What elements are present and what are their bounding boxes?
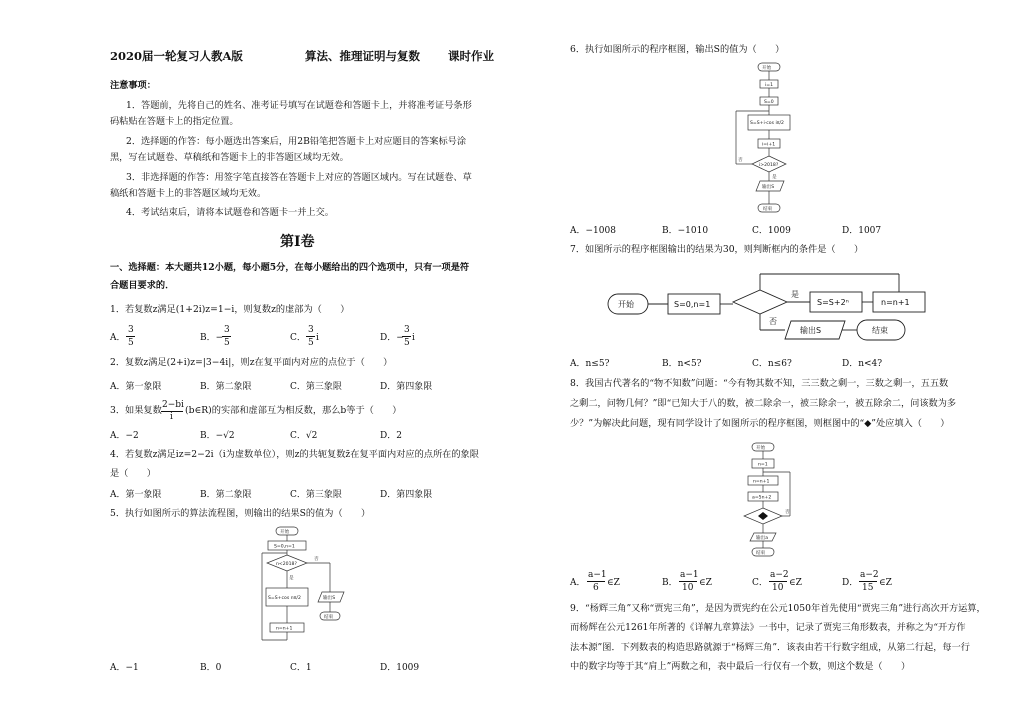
doc-title: 2020届一轮复习人教A版 — [110, 49, 243, 63]
q5-option-a: A．−1 — [110, 663, 139, 673]
q8-end: 结束 — [756, 551, 766, 556]
q5-init: S=0,n=1 — [274, 544, 295, 550]
q6-inc: i=i+1 — [762, 142, 776, 148]
question-2: 2．复数z满足(2+i)z=|3−4i|，则z在复平面内对应的点位于（ ） — [110, 357, 393, 368]
notice-line: 3．非选择题的作答：用签字笔直接答在答题卡上对应的答题区域内。写在试题卷、草 — [126, 172, 472, 183]
notice-line: 黑，写在试题卷、草稿纸和答题卡上的非答题区域均无效。 — [110, 152, 349, 163]
q2-option-c: C．第三象限 — [290, 382, 342, 392]
question-4-cont: 是（ ） — [110, 468, 156, 479]
section-title: 第Ⅰ卷 — [280, 234, 315, 250]
q7-option-d: D．n<4? — [842, 359, 883, 369]
section-intro: 合题目要求的． — [110, 280, 175, 291]
q5-flowchart — [258, 524, 358, 654]
notice-line: 1．答题前，先将自己的姓名、准考证号填写在试题卷和答题卡上，并将准考证号条形 — [126, 100, 472, 111]
section-intro: 一、选择题：本大题共12小题，每小题5分，在每小题给出的四个选项中，只有一项是符 — [110, 262, 470, 273]
q3-option-a: A．−2 — [110, 431, 139, 441]
question-9-cont: 法本源”图．下列数表的构造思路就源于“杨辉三角”．该表由若干行数字组成，从第二行起，每一行 — [570, 642, 970, 653]
q3-option-c: C．√2 — [290, 431, 318, 441]
question-9: 9．“杨辉三角”又称“贾宪三角”，是因为贾宪约在公元1050年首先使用“贾宪三角”进行高次开方运算， — [570, 603, 986, 614]
notice-line: 4．考试结束后，请将本试题卷和答题卡一并上交。 — [126, 207, 334, 218]
q6-option-a: A．−1008 — [570, 226, 616, 236]
question-9-cont: 而杨辉在公元1261年所著的《详解九章算法》一书中，记录了贾宪三角形数表，并称之为“开方作 — [570, 622, 966, 633]
q7-option-b: B．n<5? — [662, 359, 702, 369]
q5-end: 结束 — [324, 615, 334, 620]
q2-option-a: A．第一象限 — [110, 382, 162, 392]
q6-assign: S=S+i·cos iπ/2 — [750, 121, 784, 126]
q4-option-a: A．第一象限 — [110, 490, 162, 500]
q5-no: 否 — [314, 557, 319, 562]
q5-option-d: D．1009 — [380, 663, 420, 673]
question-4: 4．若复数z满足iz=2−2i（i为虚数单位），则z的共轭复数z̄在复平面内对应的点所在的象限 — [110, 449, 479, 460]
q6-flowchart — [728, 60, 808, 220]
q7-end: 结束 — [872, 326, 888, 335]
notice-line: 2．选择题的作答：每小题选出答案后，用2B铅笔把答题卡上对应题目的答案标号涂 — [126, 136, 467, 147]
notice-line: 码粘贴在答题卡上的指定位置。 — [110, 116, 239, 127]
q5-cond: n<2018? — [276, 562, 297, 567]
q7-no: 否 — [769, 317, 777, 326]
question-8: 8．我国古代著名的“物不知数”问题：“今有物其数不知，三三数之剩一，三数之剩一，五五数 — [570, 378, 949, 389]
q6-option-d: D．1007 — [842, 226, 882, 236]
q6-out: 输出S — [762, 185, 775, 190]
q7-out: 输出S — [800, 326, 822, 335]
notice-line: 稿纸和答题卡上的非答题区域均无效。 — [110, 188, 267, 199]
q6-cond: i>2018? — [759, 163, 779, 168]
q5-inc: n=n+1 — [276, 626, 293, 632]
q6-yes: 是 — [772, 175, 777, 180]
q5-out: 输出S — [323, 596, 336, 601]
q2-option-b: B．第二象限 — [200, 382, 252, 392]
question-9-cont: 中的数字均等于其“肩上”两数之和，表中最后一行仅有一个数，则这个数是（ ） — [570, 661, 911, 672]
q5-option-b: B．0 — [200, 663, 222, 673]
q6-end: 结束 — [763, 207, 773, 212]
q8-flowchart — [732, 440, 812, 564]
q7-init: S=0,n=1 — [674, 300, 711, 309]
q4-option-d: D．第四象限 — [380, 490, 433, 500]
q5-start: 开始 — [280, 530, 290, 535]
q5-yes: 是 — [289, 576, 294, 581]
q7-option-c: C．n≤6? — [752, 359, 792, 369]
q6-start: 开始 — [762, 66, 772, 71]
q7-option-a: A．n≤5? — [570, 359, 610, 369]
question-8-cont: 少？”为解决此问题，现有同学设计了如图所示的程序框图，则框图中的“◆”处应填入（ ） — [570, 418, 950, 429]
q8-start: 开始 — [756, 446, 766, 451]
notice-heading: 注意事项： — [110, 80, 156, 91]
q3-option-b: B．−√2 — [200, 431, 235, 441]
q5-assign: S=S+cos nπ/2 — [268, 596, 301, 601]
q8-out: 输出a — [756, 536, 769, 541]
q8-assign: a=5n+2 — [752, 495, 772, 501]
q3-option-d: D．2 — [380, 431, 402, 441]
q6-no: 否 — [738, 158, 743, 163]
q6-option-b: B．−1010 — [662, 226, 709, 236]
q8-no: 否 — [785, 510, 790, 515]
q6-option-c: C．1009 — [752, 226, 791, 236]
question-6: 6．执行如图所示的程序框图，输出S的值为（ ） — [570, 44, 785, 55]
q8-inc: n=n+1 — [753, 479, 770, 485]
doc-type: 课时作业 — [448, 49, 494, 63]
question-5: 5．执行如图所示的算法流程图，则输出的结果S的值为（ ） — [110, 508, 371, 519]
q8-n1: n=1 — [758, 462, 768, 468]
q7-start: 开始 — [618, 300, 634, 309]
question-8-cont: 之剩二，问物几何？”即“已知大于八的数，被二除余一，被三除余一，被五除余二，问该数为多 — [570, 398, 957, 409]
q6-i1: i=1 — [765, 83, 774, 88]
doc-topic: 算法、推理证明与复数 — [305, 49, 420, 63]
q7-inc: n=n+1 — [881, 298, 910, 307]
q4-option-c: C．第三象限 — [290, 490, 342, 500]
q2-option-d: D．第四象限 — [380, 382, 433, 392]
q7-flowchart — [605, 266, 935, 348]
q7-yes: 是 — [791, 290, 799, 299]
q6-s0: S=0 — [764, 100, 774, 105]
question-7: 7．如图所示的程序框图输出的结果为30，则判断框内的条件是（ ） — [570, 244, 864, 255]
q4-option-b: B．第二象限 — [200, 490, 252, 500]
q5-option-c: C．1 — [290, 663, 312, 673]
q7-assign: S=S+2ⁿ — [817, 298, 849, 307]
question-1: 1．若复数z满足(1+2i)z=1−i，则复数z的虚部为（ ） — [110, 304, 350, 315]
